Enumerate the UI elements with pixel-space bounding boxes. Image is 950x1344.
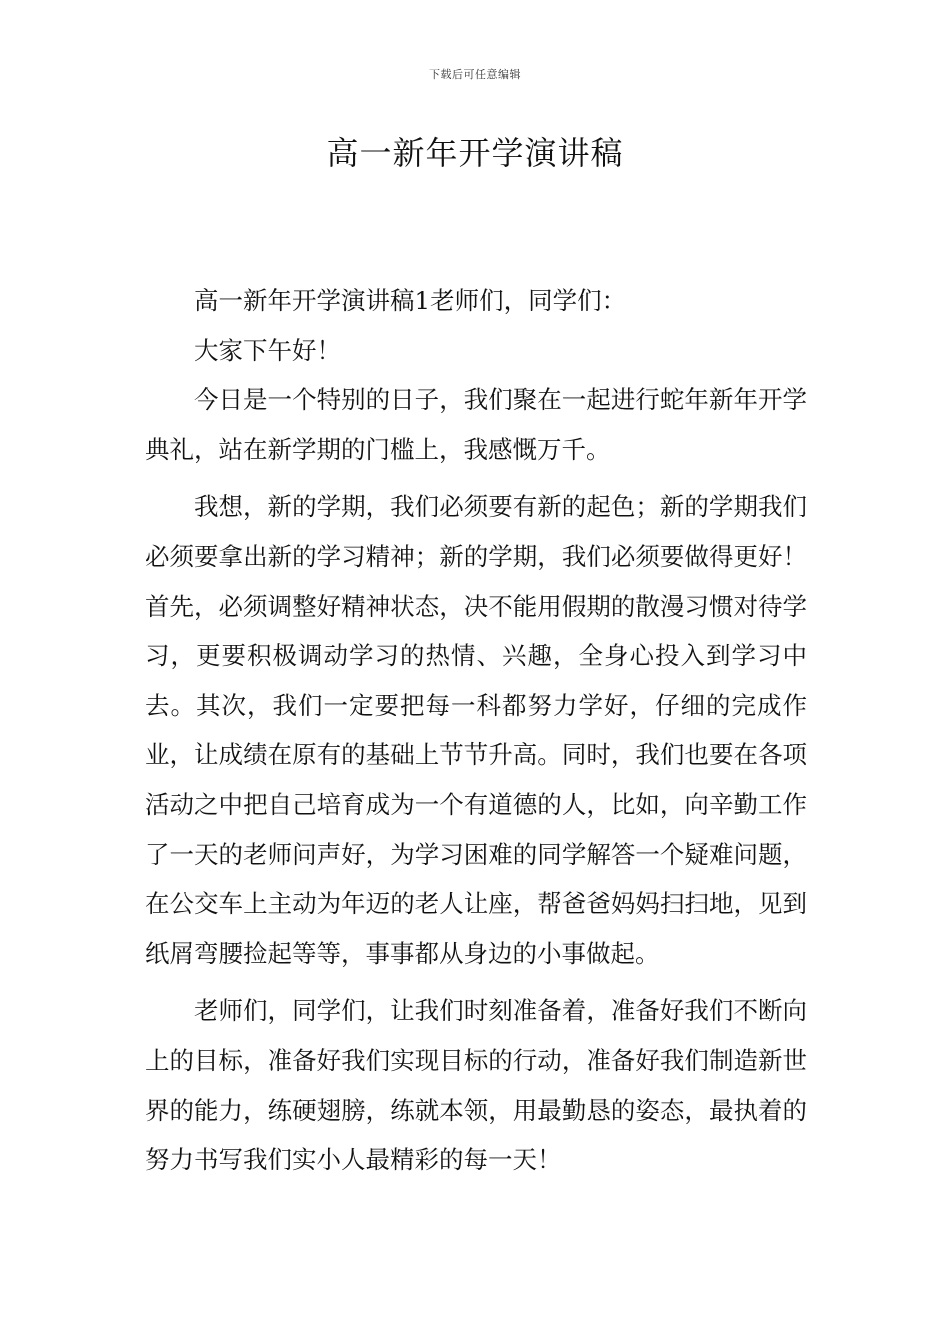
paragraph-closing: 老师们，同学们，让我们时刻准备着，准备好我们不断向上的目标，准备好我们实现目标的行动，准备好我们制造新世界的能力，练硬翅膀，练就本领，用最勤恳的姿态，最执着的努力书写我们实小人最精彩的每一天！ — [145, 996, 807, 1175]
paragraph-intro: 今日是一个特别的日子，我们聚在一起进行蛇年新年开学典礼，站在新学期的门槛上，我感慨万千。 — [145, 385, 807, 464]
document-body — [145, 276, 807, 1185]
paragraph-salutation: 大家下午好！ — [194, 335, 341, 365]
header-note: 下载后可任意编辑 — [429, 68, 521, 81]
page-title: 高一新年开学演讲稿 — [326, 134, 624, 172]
paragraph-main: 我想，新的学期，我们必须要有新的起色；新的学期我们必须要拿出新的学习精神；新的学期，我们必须要做得更好！首先，必须调整好精神状态，决不能用假期的散漫习惯对待学习，更要积极调动学习的热情、兴趣，全身心投入到学习中去。其次，我们一定要把每一科都努力学好，仔细的完成作业，让成绩在原有的基础上节节升高。同时，我们也要在各项活动之中把自己培育成为一个有道德的人，比如，向辛勤工作了一天的老师问声好，为学习困难的同学解答一个疑难问题，在公交车上主动为年迈的老人让座，帮爸爸妈妈扫扫地，见到纸屑弯腰捡起等等，事事都从身边的小事做起。 — [145, 492, 807, 968]
paragraph-greeting: 高一新年开学演讲稿1老师们，同学们： — [194, 286, 627, 315]
